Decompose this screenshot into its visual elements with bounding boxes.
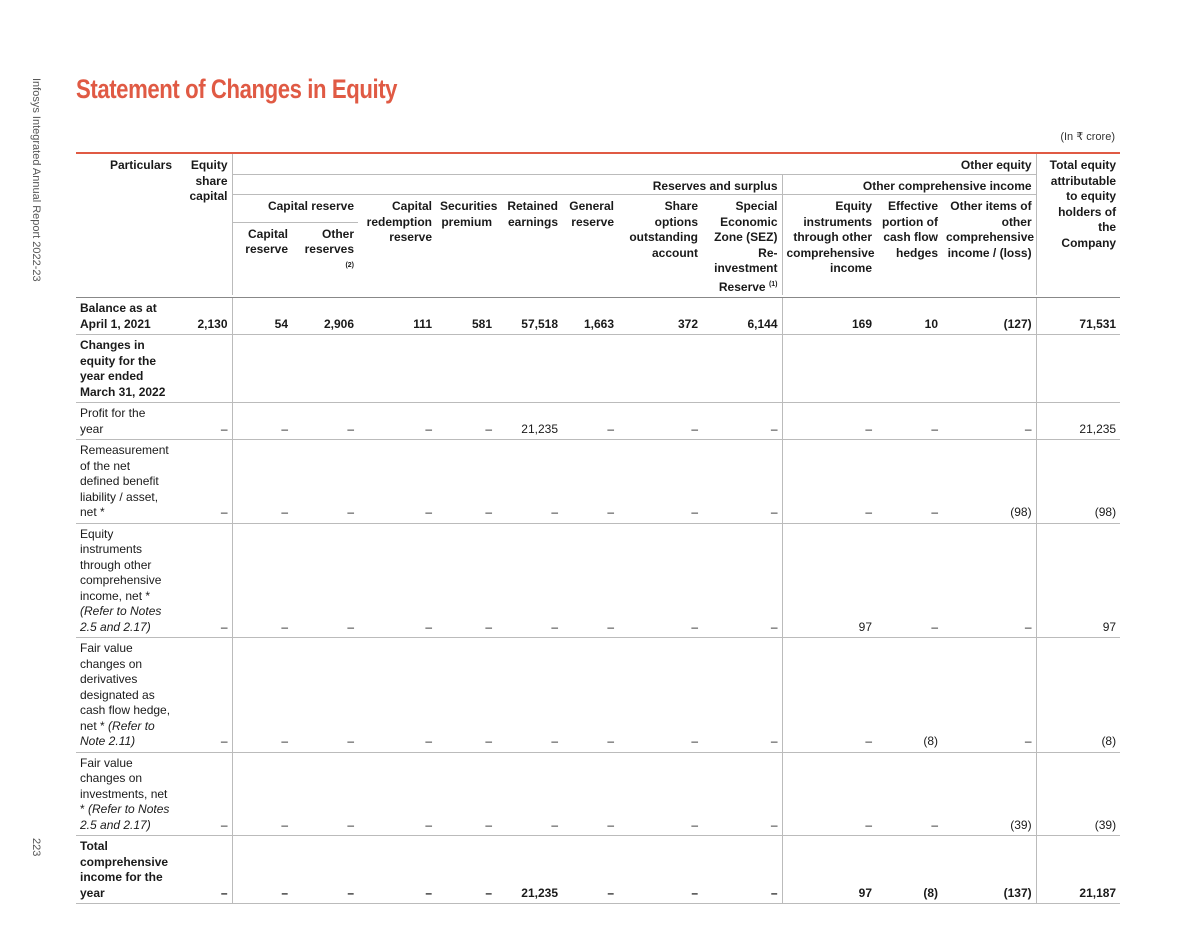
unit-note: (In ₹ crore) — [1060, 131, 1115, 143]
table-cell: – — [562, 523, 618, 638]
table-row — [76, 638, 1120, 753]
table-cell: – — [496, 638, 562, 753]
table-cell: – — [176, 836, 232, 904]
table-cell — [562, 335, 618, 403]
row-label: Equity instruments through other comprehensive income, net * (Refer to Notes 2.5 and 2.17) — [76, 523, 176, 638]
row-label: Fair value changes on derivatives designated as cash flow hedge, net * (Refer to Note 2.11) — [76, 638, 176, 753]
table-cell: – — [358, 638, 436, 753]
table-cell: 21,235 — [496, 403, 562, 440]
table-cell: – — [496, 523, 562, 638]
page-title: Statement of Changes in Equity — [76, 74, 398, 104]
table-cell: – — [436, 752, 496, 836]
header-equity-share-capital: Equity share capital — [176, 153, 232, 295]
table-cell — [176, 335, 232, 403]
table-cell: – — [876, 523, 942, 638]
header-capital-reserve: Capital reserve — [245, 226, 288, 257]
table-cell: 372 — [618, 298, 702, 335]
report-title-vertical: Infosys Integrated Annual Report 2022-23 — [30, 78, 42, 282]
header-securities-premium: Securities premium — [440, 199, 498, 229]
table-cell: – — [618, 638, 702, 753]
table-cell: (8) — [1036, 638, 1120, 753]
table-cell: – — [436, 638, 496, 753]
table-cell: – — [436, 523, 496, 638]
table-cell: – — [176, 638, 232, 753]
table-cell: – — [358, 836, 436, 904]
table-cell — [942, 335, 1036, 403]
table-cell: – — [562, 638, 618, 753]
table-cell — [436, 335, 496, 403]
table-cell: – — [782, 638, 876, 753]
table-cell: – — [232, 523, 292, 638]
table-cell: – — [176, 752, 232, 836]
table-cell: (127) — [942, 298, 1036, 335]
page-number: 223 — [30, 838, 42, 857]
table-cell: – — [618, 440, 702, 524]
header-reserves-surplus: Reserves and surplus — [232, 174, 782, 195]
table-cell — [232, 335, 292, 403]
table-row — [76, 298, 1120, 335]
table-cell: – — [358, 752, 436, 836]
table-cell: – — [782, 403, 876, 440]
table-cell: – — [176, 523, 232, 638]
header-sez: Special Economic Zone (SEZ) Re-investment Reserve $^{(1)}$ — [714, 199, 778, 294]
table-cell — [292, 335, 358, 403]
table-cell — [876, 335, 942, 403]
table-cell: 97 — [782, 523, 876, 638]
row-label: Changes in equity for the year ended March 31, 2022 — [76, 335, 176, 403]
table-row — [76, 403, 1120, 440]
table-cell: – — [876, 440, 942, 524]
table-cell — [358, 335, 436, 403]
table-row — [76, 335, 1120, 403]
table-cell: 10 — [876, 298, 942, 335]
row-label: Balance as at April 1, 2021 — [76, 298, 176, 335]
table-cell: – — [358, 403, 436, 440]
table-cell: – — [232, 752, 292, 836]
header-capital-reserve-group: Capital reserve — [232, 195, 358, 223]
table-row — [76, 440, 1120, 524]
table-cell — [618, 335, 702, 403]
table-cell: 6,144 — [702, 298, 782, 335]
table-cell: (137) — [942, 836, 1036, 904]
table-cell — [1036, 335, 1120, 403]
table-cell: – — [232, 440, 292, 524]
row-label: Total comprehensive income for the year — [76, 836, 176, 904]
table-cell: 1,663 — [562, 298, 618, 335]
header-capital-redemption: Capital redemption reserve — [366, 199, 432, 244]
table-cell: – — [876, 752, 942, 836]
table-row — [76, 752, 1120, 836]
table-cell: 97 — [782, 836, 876, 904]
table-cell: – — [702, 752, 782, 836]
table-cell: (39) — [942, 752, 1036, 836]
header-oci: Other comprehensive income — [782, 174, 1036, 195]
header-retained-earnings: Retained earnings — [507, 199, 558, 229]
row-label: Profit for the year — [76, 403, 176, 440]
table-cell: – — [176, 440, 232, 524]
table-row — [76, 836, 1120, 904]
header-general-reserve: General reserve — [569, 199, 614, 229]
table-cell: – — [292, 440, 358, 524]
table-cell: – — [782, 752, 876, 836]
table-cell: 97 — [1036, 523, 1120, 638]
table-cell: (98) — [942, 440, 1036, 524]
header-total-equity: Total equity attributable to equity holders of the Company — [1036, 153, 1120, 295]
table-cell: – — [618, 523, 702, 638]
table-cell: – — [876, 403, 942, 440]
table-cell: 581 — [436, 298, 496, 335]
table-cell: – — [942, 638, 1036, 753]
table-cell: – — [358, 440, 436, 524]
table-cell: – — [436, 440, 496, 524]
equity-table — [76, 152, 1120, 904]
table-cell: 111 — [358, 298, 436, 335]
table-cell: 2,130 — [176, 298, 232, 335]
table-cell: – — [562, 836, 618, 904]
table-cell: – — [618, 403, 702, 440]
table-cell: – — [782, 440, 876, 524]
table-cell: – — [702, 440, 782, 524]
table-cell: – — [232, 403, 292, 440]
header-other-items: Other items of other comprehensive income / (loss) — [946, 199, 1035, 260]
table-cell: – — [292, 752, 358, 836]
header-particulars: Particulars — [76, 153, 176, 295]
table-cell: – — [292, 403, 358, 440]
table-cell — [782, 335, 876, 403]
header-equity-instruments: Equity instruments through other comprehensive income — [782, 195, 876, 296]
table-cell — [702, 335, 782, 403]
table-cell: – — [436, 836, 496, 904]
header-cash-flow-hedges: Effective portion of cash flow hedges — [882, 199, 938, 260]
table-cell: – — [562, 440, 618, 524]
table-cell: (39) — [1036, 752, 1120, 836]
table-cell: – — [176, 403, 232, 440]
header-share-options: Share options outstanding account — [629, 199, 698, 260]
table-cell: – — [292, 836, 358, 904]
table-cell: – — [358, 523, 436, 638]
table-cell: (8) — [876, 836, 942, 904]
table-cell — [496, 335, 562, 403]
table-cell: – — [496, 752, 562, 836]
table-cell: 21,235 — [496, 836, 562, 904]
table-cell: 54 — [232, 298, 292, 335]
header-other-reserves: Other reserves $^{(2)}$ — [304, 226, 354, 269]
table-cell: – — [702, 523, 782, 638]
table-cell: 2,906 — [292, 298, 358, 335]
table-cell: – — [562, 403, 618, 440]
table-cell: – — [232, 836, 292, 904]
table-cell: – — [292, 638, 358, 753]
table-cell: – — [436, 403, 496, 440]
table-body — [76, 298, 1120, 904]
table-cell: – — [562, 752, 618, 836]
table-cell: – — [942, 523, 1036, 638]
table-cell: (8) — [876, 638, 942, 753]
table-cell: (98) — [1036, 440, 1120, 524]
table-cell: – — [702, 403, 782, 440]
header-other-equity: Other equity — [232, 153, 1036, 174]
table-cell: – — [232, 638, 292, 753]
table-cell: 57,518 — [496, 298, 562, 335]
table-cell: – — [702, 638, 782, 753]
table-cell: 71,531 — [1036, 298, 1120, 335]
table-cell: – — [496, 440, 562, 524]
table-cell: – — [702, 836, 782, 904]
table-cell: – — [618, 752, 702, 836]
row-label: Remeasurement of the net defined benefit liability / asset, net * — [76, 440, 176, 524]
table-cell: – — [618, 836, 702, 904]
table-cell: 21,187 — [1036, 836, 1120, 904]
table-cell: – — [942, 403, 1036, 440]
table-row — [76, 523, 1120, 638]
row-label: Fair value changes on investments, net * (Refer to Notes 2.5 and 2.17) — [76, 752, 176, 836]
table-cell: 21,235 — [1036, 403, 1120, 440]
table-cell: 169 — [782, 298, 876, 335]
table-cell: – — [292, 523, 358, 638]
